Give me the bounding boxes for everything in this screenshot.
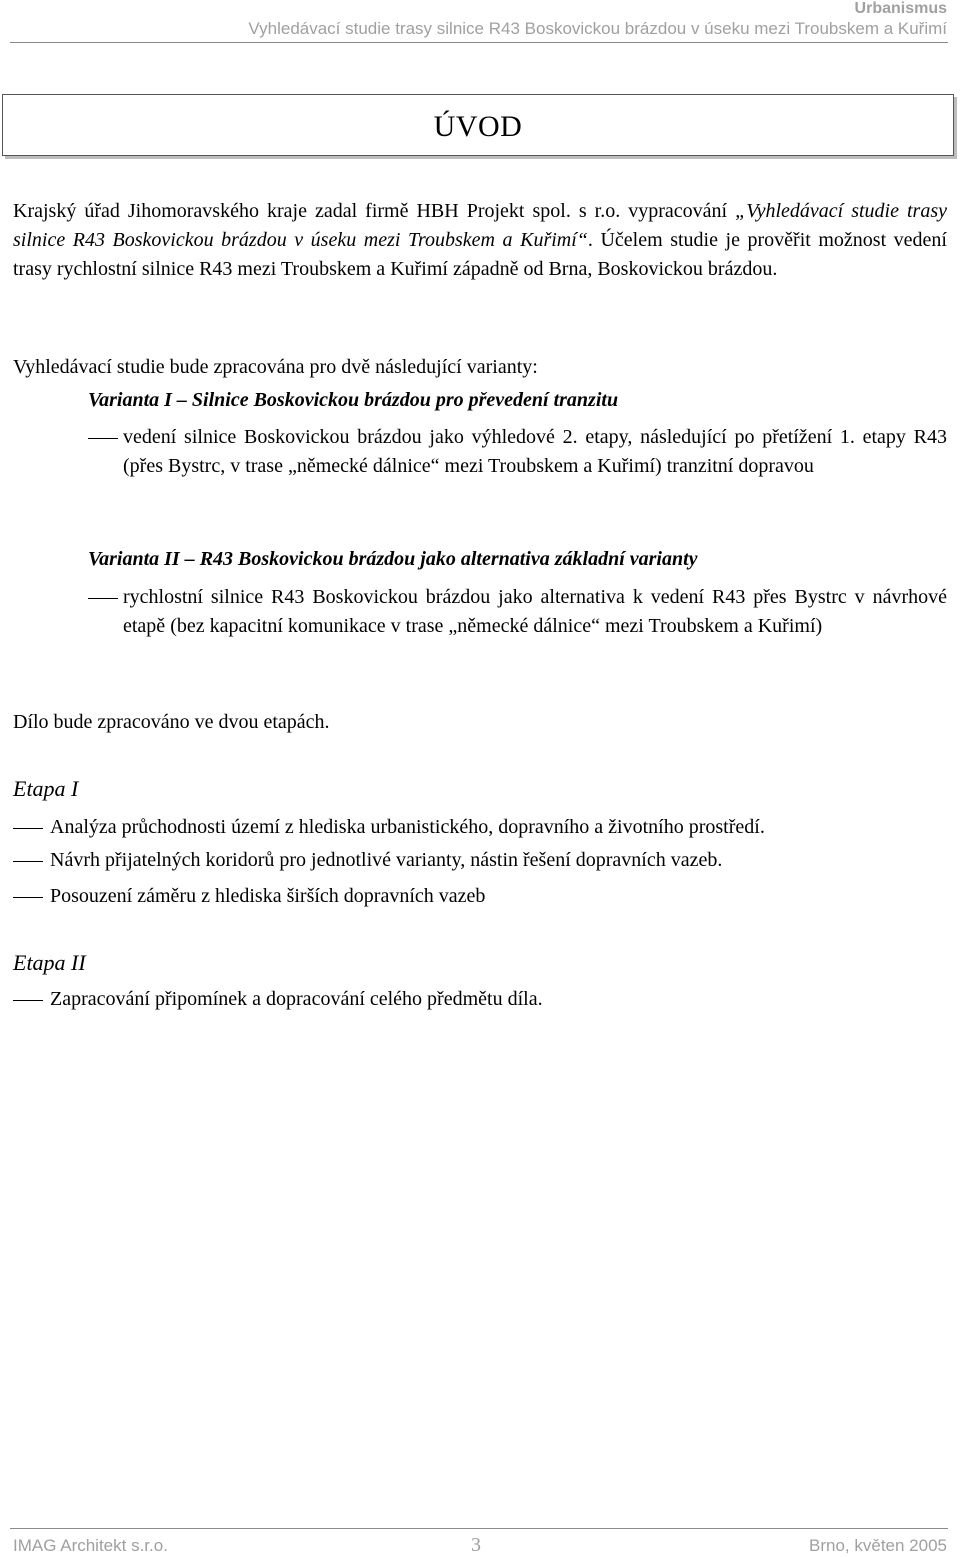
variant-2-bullet: rychlostní silnice R43 Boskovickou brázdou jako alternativa k vedení R43 přes Bystrc v návrhové etapě (bez kapacitní komunikace v trase „německé dálnice“ mezi Troubskem a Kuřimí) bbox=[123, 586, 947, 637]
variant-1-bullet: vedení silnice Boskovickou brázdou jako výhledové 2. etapy, následující po přetížení 1. etapy R43 (přes Bystrc, v trase „německé dálnice“ mezi Troubskem a Kuřimí) tranzitní dopravou bbox=[123, 426, 947, 477]
variant-1-title: Varianta I – Silnice Boskovickou brázdou pro převedení tranzitu bbox=[88, 389, 619, 411]
etapa-1-item-1: Analýza průchodnosti území z hlediska urbanistického, dopravního a životního prostředí. bbox=[50, 816, 765, 838]
intro-study-name: „Vyhledávací studie trasy silnice R43 Boskovickou brázdou v úseku mezi Troubskem a Kuřimí“ bbox=[13, 200, 947, 251]
section-title: ÚVOD bbox=[433, 110, 523, 143]
etapa-1-title: Etapa I bbox=[13, 776, 79, 801]
header-org: Urbanismus bbox=[854, 0, 947, 17]
etapa-2-title: Etapa II bbox=[13, 950, 86, 975]
variant-1-dash bbox=[88, 438, 118, 439]
variants-intro: Vyhledávací studie bude zpracována pro dvě následující varianty: bbox=[13, 356, 538, 378]
header-subtitle: Vyhledávací studie trasy silnice R43 Boskovickou brázdou v úseku mezi Troubskem a Kuřimí bbox=[248, 19, 947, 38]
footer-company: IMAG Architekt s.r.o. bbox=[13, 1536, 168, 1555]
etapa-2-dash-1 bbox=[13, 1000, 43, 1001]
intro-lead: Krajský úřad Jihomoravského kraje zadal firmě HBH Projekt spol. s r.o. vypracování bbox=[13, 200, 736, 222]
etapa-2-item-1: Zapracování připomínek a dopracování celého předmětu díla. bbox=[50, 988, 543, 1010]
work-note: Dílo bude zpracováno ve dvou etapách. bbox=[13, 711, 330, 733]
intro-paragraph bbox=[13, 197, 947, 284]
variant-2-dash bbox=[88, 598, 118, 599]
footer-date: Brno, květen 2005 bbox=[809, 1536, 947, 1555]
section-title-box bbox=[2, 94, 954, 156]
etapa-1-item-3: Posouzení záměru z hlediska širších dopravních vazeb bbox=[50, 885, 486, 907]
intro-tail: . Účelem studie je prověřit možnost vedení trasy rychlostní silnice R43 mezi Troubskem a Kuřimí západně od Brna, Boskovickou brázdou. bbox=[13, 229, 947, 280]
etapa-1-dash-2 bbox=[13, 861, 43, 862]
page-number: 3 bbox=[471, 1534, 481, 1556]
etapa-1-item-2: Návrh přijatelných koridorů pro jednotlivé varianty, nástin řešení dopravních vazeb. bbox=[50, 849, 723, 871]
variant-2-title: Varianta II – R43 Boskovickou brázdou jako alternativa základní varianty bbox=[88, 548, 698, 570]
header-rule bbox=[10, 42, 948, 43]
footer-rule bbox=[10, 1528, 948, 1529]
etapa-1-dash-1 bbox=[13, 828, 43, 829]
etapa-1-dash-3 bbox=[13, 897, 43, 898]
